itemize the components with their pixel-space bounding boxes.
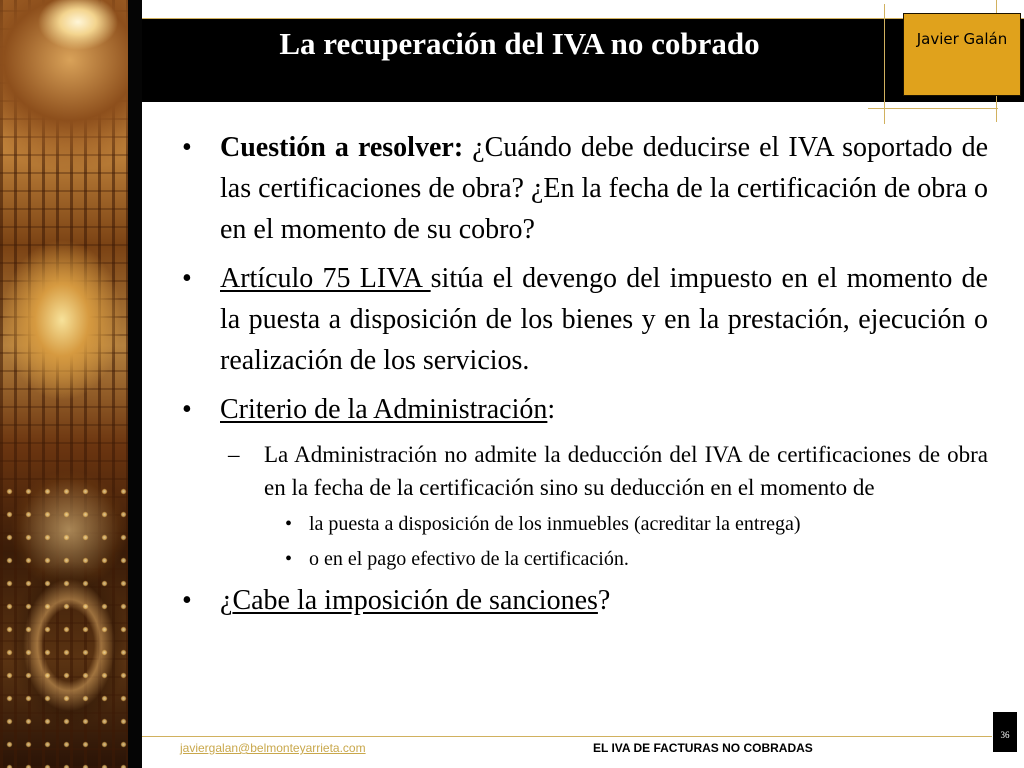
bullet-question [182, 127, 988, 250]
sanctions-suffix: ? [597, 585, 611, 616]
delivery-text: la puesta a disposición de los inmuebles (acreditar la entrega) [309, 513, 801, 535]
divider-crosshair-left [884, 4, 885, 124]
author-badge [903, 13, 1021, 96]
bullet-marker: • [182, 263, 192, 294]
dash-marker: – [228, 442, 240, 467]
sanctions-prefix: ¿ [220, 585, 233, 616]
footer-email-link[interactable]: javiergalan@belmonteyarrieta.com [180, 741, 366, 755]
bullet-criterion [182, 389, 988, 430]
criterion-link[interactable]: Criterio de la Administración [220, 394, 548, 425]
administration-text: La Administración no admite la deducción del IVA de certificaciones de obra en la fecha de la certificación sino su deducción en el momento de [264, 442, 988, 500]
bullet-article [182, 258, 988, 381]
subsub-bullet-payment [285, 545, 988, 573]
article-text: sitúa el devengo del impuesto en el momento de la puesta a disposición de los bienes y en la prestación, ejecución o realización de los servicios. [220, 263, 988, 376]
divider-top [142, 18, 1024, 19]
bullet-sanctions [182, 580, 988, 621]
question-text: ¿Cuándo debe deducirse el IVA soportado de las certificaciones de obra? ¿En la fecha de la certificación de obra o en el momento de su cobro? [220, 132, 989, 245]
author-badge-label: Javier Galán [916, 30, 1008, 48]
divider-crosshair-horizontal [868, 108, 998, 109]
bullet-marker: • [285, 513, 293, 535]
page-number: 36 [1000, 730, 1010, 740]
bullet-marker: • [182, 132, 192, 163]
criterion-colon: : [547, 394, 556, 425]
bullet-marker: • [285, 548, 293, 570]
footer-divider [142, 736, 992, 737]
slide-content [182, 127, 988, 629]
slide-title: La recuperación del IVA no cobrado [279, 26, 760, 61]
library-photo [0, 0, 128, 768]
photo-border [128, 0, 142, 768]
subsub-bullet-delivery [285, 510, 988, 538]
sub-bullet-administration [228, 438, 988, 504]
bullet-marker: • [182, 394, 192, 425]
photo-desk-lamps [0, 480, 128, 768]
payment-text: o en el pago efectivo de la certificación. [309, 548, 629, 570]
sanctions-link[interactable]: Cabe la imposición de sanciones [232, 585, 598, 616]
footer-title: EL IVA DE FACTURAS NO COBRADAS [593, 741, 813, 755]
question-label: Cuestión a resolver: [220, 132, 464, 163]
page-number-box [993, 712, 1017, 752]
bullet-marker: • [182, 585, 192, 616]
article-75-link[interactable]: Artículo 75 LIVA [220, 263, 431, 294]
